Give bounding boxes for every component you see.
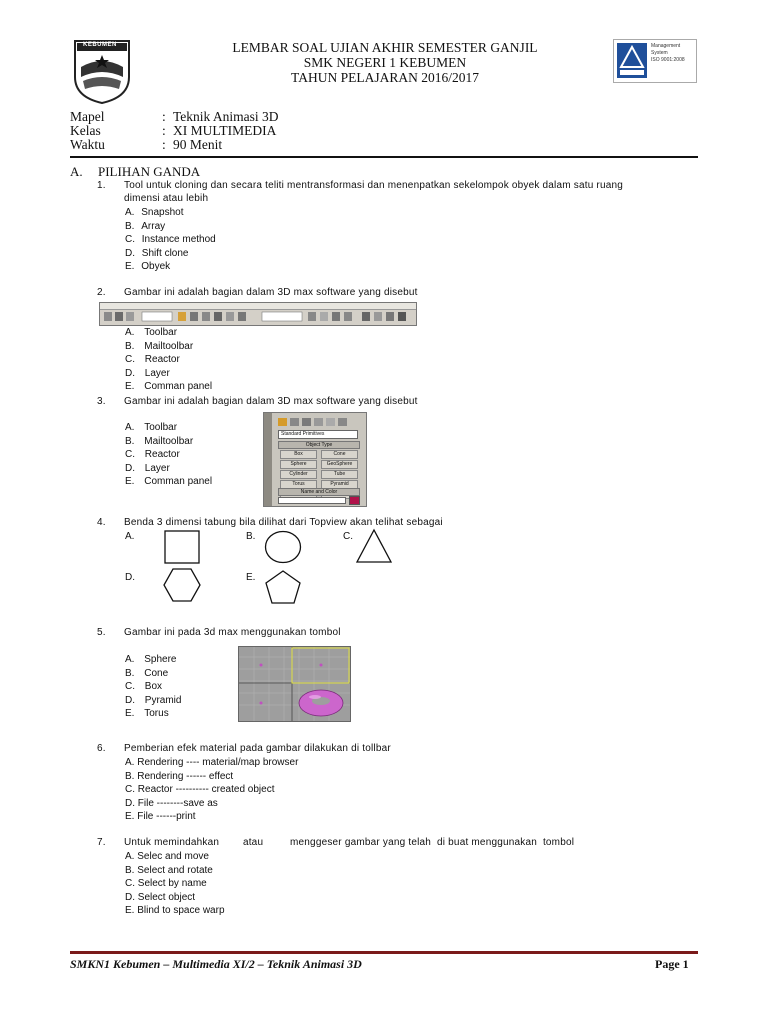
- option[interactable]: [125, 667, 181, 681]
- option-letter[interactable]: B.: [246, 531, 256, 542]
- viewport-torus-screenshot: [238, 646, 351, 722]
- option-text: Reactor ---------- created object: [137, 784, 275, 795]
- footer-left: SMKN1 Kebumen – Multimedia XI/2 – Teknik Animasi 3D: [70, 957, 362, 971]
- panel-dropdown[interactable]: Standard Primitives: [278, 430, 358, 439]
- option-letter: A.: [125, 851, 135, 862]
- option-text: Obyek: [141, 261, 171, 272]
- circle-shape-icon: [264, 530, 302, 564]
- section-letter: A.: [70, 164, 83, 179]
- option[interactable]: [125, 233, 216, 247]
- option[interactable]: [125, 260, 216, 274]
- option[interactable]: [125, 220, 216, 234]
- option-letter: A.: [125, 422, 135, 433]
- option-letter: B.: [125, 340, 135, 352]
- option[interactable]: [125, 353, 212, 367]
- option[interactable]: [125, 653, 181, 667]
- option[interactable]: [125, 475, 212, 489]
- option-letter[interactable]: D.: [125, 572, 135, 583]
- question-text-cont: dimensi atau lebih: [124, 193, 209, 204]
- meta-label: Kelas: [70, 123, 101, 138]
- option-text: Snapshot: [141, 207, 184, 218]
- meta-sep: :: [162, 123, 166, 138]
- option-letter: C.: [125, 681, 135, 692]
- meta-row: [70, 110, 470, 124]
- option-letter: C.: [125, 449, 135, 460]
- option-text: Torus: [144, 708, 169, 719]
- options-q7: [125, 850, 225, 918]
- panel-button[interactable]: Cylinder: [280, 470, 317, 479]
- cert-text-3: ISO 9001:2008: [651, 57, 685, 63]
- option-letter: D.: [125, 694, 135, 706]
- header-title: [180, 40, 590, 85]
- meta-row: [70, 124, 470, 138]
- option-letter: B.: [125, 864, 135, 876]
- meta-sep: :: [162, 109, 166, 124]
- question-number: 6.: [97, 743, 106, 754]
- option-text: Pyramid: [144, 694, 182, 706]
- tuv-logo-icon: [617, 43, 647, 78]
- cert-text-1: Management: [651, 43, 681, 49]
- option-letter: A.: [125, 327, 135, 338]
- panel-name-field[interactable]: [278, 497, 346, 504]
- toolbar-screenshot: [99, 302, 417, 326]
- question-text: Gambar ini pada 3d max menggunakan tombol: [124, 627, 341, 638]
- option-letter: C.: [125, 784, 135, 795]
- section-title: [70, 164, 201, 180]
- option-letter: B.: [125, 770, 135, 782]
- options-q1: [125, 206, 216, 274]
- option[interactable]: [125, 707, 181, 721]
- header-divider: [70, 156, 698, 158]
- question-number: 2.: [97, 287, 106, 298]
- option-text: Mailtoolbar: [144, 435, 194, 447]
- command-panel-screenshot: [263, 412, 367, 507]
- option-letter: E.: [125, 905, 135, 916]
- header-line-2: SMK NEGERI 1 KEBUMEN: [303, 55, 467, 70]
- options-q5: [125, 653, 181, 721]
- hexagon-shape-icon: [163, 567, 201, 603]
- option[interactable]: [125, 770, 298, 784]
- question-text: Gambar ini adalah bagian dalam 3D max software yang disebut: [124, 287, 418, 298]
- option-text: Array: [141, 220, 166, 232]
- option-letter: E.: [125, 708, 135, 719]
- option-letter: A.: [125, 757, 135, 768]
- option-text: File ------print: [137, 811, 196, 822]
- option-letter: B.: [125, 220, 135, 232]
- question-number: 5.: [97, 627, 106, 638]
- option-text: Layer: [144, 367, 170, 379]
- option[interactable]: [125, 783, 298, 797]
- option-letter: A.: [125, 654, 135, 665]
- panel-button[interactable]: GeoSphere: [321, 460, 358, 469]
- cert-text-2: System: [651, 50, 668, 56]
- option[interactable]: [125, 810, 298, 824]
- option[interactable]: [125, 448, 212, 462]
- option[interactable]: [125, 247, 216, 261]
- option-letter[interactable]: E.: [246, 572, 256, 583]
- option[interactable]: [125, 435, 212, 449]
- footer-page-number: Page 1: [655, 957, 689, 971]
- option-text: Cone: [144, 667, 169, 679]
- question-text: Gambar ini adalah bagian dalam 3D max software yang disebut: [124, 396, 418, 407]
- option-letter: E.: [125, 381, 135, 392]
- footer-divider: [70, 951, 698, 954]
- question-number: 7.: [97, 837, 106, 848]
- option-text: Toolbar: [144, 422, 178, 433]
- panel-button[interactable]: Torus: [280, 480, 317, 489]
- question-text: Untuk memindahkan atau menggeser gambar yang telah di buat menggunakan tombol: [124, 837, 575, 848]
- panel-button[interactable]: Cone: [321, 450, 358, 459]
- meta-value: Teknik Animasi 3D: [173, 109, 279, 124]
- options-q2: [125, 326, 212, 394]
- option-letter: D.: [125, 247, 135, 259]
- option[interactable]: [125, 694, 181, 708]
- option-text: Comman panel: [144, 381, 213, 392]
- panel-button[interactable]: Box: [280, 450, 317, 459]
- option-letter[interactable]: A.: [125, 531, 135, 542]
- option-text: Reactor: [144, 449, 180, 460]
- panel-button[interactable]: Pyramid: [321, 480, 358, 489]
- option-text: Reactor: [144, 354, 180, 365]
- option-text: Sphere: [144, 654, 177, 665]
- option[interactable]: [125, 877, 225, 891]
- option[interactable]: [125, 421, 212, 435]
- option[interactable]: [125, 380, 212, 394]
- meta-value: 90 Menit: [173, 137, 223, 152]
- option[interactable]: [125, 850, 225, 864]
- options-q6: [125, 756, 298, 824]
- option-text: Layer: [144, 462, 170, 474]
- pentagon-shape-icon: [264, 569, 302, 605]
- meta-sep: :: [162, 137, 166, 152]
- option[interactable]: [125, 864, 225, 878]
- option-letter: B.: [125, 667, 135, 679]
- option-letter: C.: [125, 234, 135, 245]
- option-letter: D.: [125, 891, 135, 903]
- meta-block: [70, 110, 470, 152]
- option-letter: D.: [125, 367, 135, 379]
- question-number: 4.: [97, 517, 106, 528]
- option-text: Select object: [137, 891, 196, 903]
- option-text: Rendering ------ effect: [137, 770, 234, 782]
- option-text: Toolbar: [144, 327, 178, 338]
- option[interactable]: [125, 904, 225, 918]
- header-line-3: TAHUN PELAJARAN 2016/2017: [291, 70, 479, 85]
- option-letter: C.: [125, 354, 135, 365]
- panel-button[interactable]: Sphere: [280, 460, 317, 469]
- option-text: Select and rotate: [137, 864, 213, 876]
- option-text: Selec and move: [137, 851, 209, 862]
- options-q3: [125, 421, 212, 489]
- option-text: Blind to space warp: [137, 905, 225, 916]
- option-text: Mailtoolbar: [144, 340, 194, 352]
- logo-text: KEBUMEN: [83, 42, 117, 48]
- meta-value: XI MULTIMEDIA: [173, 123, 277, 138]
- option-text: Comman panel: [144, 476, 213, 487]
- question-number: 1.: [97, 180, 106, 191]
- option-letter: E.: [125, 811, 135, 822]
- option-letter: D.: [125, 462, 135, 474]
- option-letter: C.: [125, 878, 135, 889]
- option[interactable]: [125, 797, 298, 811]
- panel-rollout-header: Object Type: [278, 441, 360, 449]
- panel-button[interactable]: Tube: [321, 470, 358, 479]
- option[interactable]: [125, 756, 298, 770]
- option-letter: E.: [125, 261, 135, 272]
- question-text: Pemberian efek material pada gambar dilakukan di tollbar: [124, 743, 391, 754]
- option[interactable]: [125, 462, 212, 476]
- triangle-shape-icon: [355, 528, 393, 564]
- option-text: Rendering ---- material/map browser: [137, 757, 299, 768]
- question-text: Benda 3 dimensi tabung bila dilihat dari Topview akan telihat sebagai: [124, 517, 443, 528]
- meta-label: Mapel: [70, 109, 105, 124]
- option-letter: B.: [125, 435, 135, 447]
- school-logo: [71, 37, 133, 105]
- option-letter: E.: [125, 476, 135, 487]
- square-shape-icon: [164, 530, 200, 564]
- option[interactable]: [125, 680, 181, 694]
- option-text: Box: [144, 681, 163, 692]
- option[interactable]: [125, 891, 225, 905]
- option[interactable]: [125, 206, 216, 220]
- iso-certification-badge: [613, 39, 697, 83]
- option-letter: D.: [125, 797, 135, 809]
- section-name: PILIHAN GANDA: [98, 164, 201, 179]
- question-text: Tool untuk cloning dan secara teliti mentransformasi dan menenpatkan sekelompok obyek dalam satu ruang: [124, 180, 624, 191]
- panel-name-color-header: Name and Color: [278, 488, 360, 496]
- option[interactable]: [125, 367, 212, 381]
- meta-label: Waktu: [70, 137, 105, 152]
- option[interactable]: [125, 326, 212, 340]
- meta-row: [70, 138, 470, 152]
- option-letter[interactable]: C.: [343, 531, 353, 542]
- option-text: Shift clone: [141, 247, 189, 259]
- option-text: File --------save as: [137, 797, 218, 809]
- option[interactable]: [125, 340, 212, 354]
- color-swatch[interactable]: [349, 496, 360, 505]
- option-text: Instance method: [141, 234, 216, 245]
- header-line-1: LEMBAR SOAL UJIAN AKHIR SEMESTER GANJIL: [232, 40, 538, 55]
- option-text: Select by name: [137, 878, 207, 889]
- option-letter: A.: [125, 207, 135, 218]
- question-number: 3.: [97, 396, 106, 407]
